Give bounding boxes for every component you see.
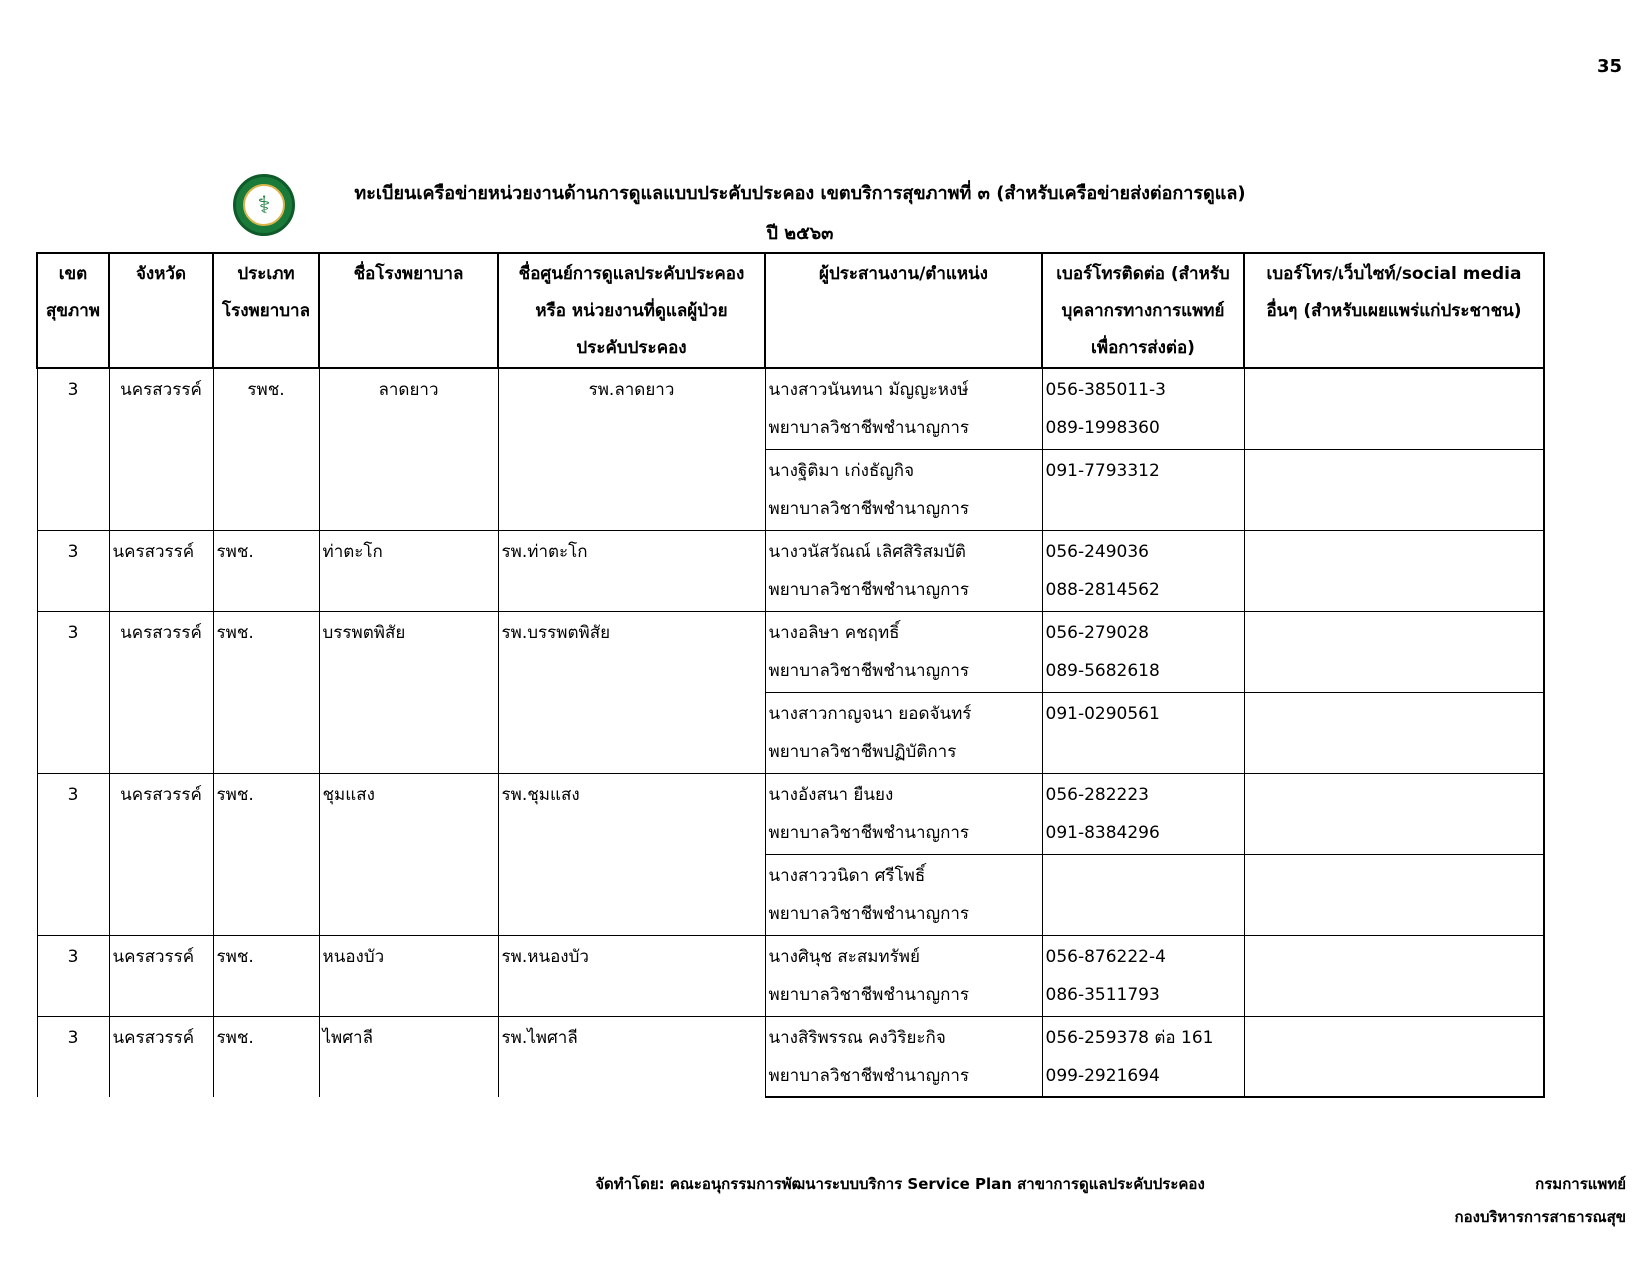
coordinator-name: นางศินุช สะสมทรัพย์ xyxy=(768,946,920,967)
footer-org-2: กองบริหารการสาธารณสุข xyxy=(1454,1208,1626,1226)
cell-phone xyxy=(1042,692,1244,773)
cell-hospital-type: รพช. xyxy=(213,530,319,611)
header-center-name: ชื่อศูนย์การดูแลประคับประคอง หรือ หน่วยงานที่ดูแลผู้ป่วย ประคับประคอง xyxy=(498,253,765,368)
cell-region: 3 xyxy=(37,611,109,773)
cell-province: นครสวรรค์ xyxy=(109,368,213,530)
footer-prepared-by: จัดทำโดย: คณะอนุกรรมการพัฒนาระบบบริการ Service Plan สาขาการดูแลประคับประคอง xyxy=(595,1175,1205,1193)
cell-coordinator xyxy=(765,1016,1042,1097)
coordinator-position: พยาบาลวิชาชีพชำนาญการ xyxy=(768,579,970,600)
cell-coordinator xyxy=(765,692,1042,773)
cell-province: นครสวรรค์ xyxy=(109,530,213,611)
phone-primary: 056-385011-3 xyxy=(1045,380,1166,400)
cell-phone xyxy=(1042,611,1244,692)
cell-center-name: รพ.ลาดยาว xyxy=(498,368,765,530)
table-row xyxy=(37,530,1544,611)
cell-phone xyxy=(1042,530,1244,611)
coordinator-position: พยาบาลวิชาชีพชำนาญการ xyxy=(768,660,970,681)
phone-secondary: 091-8384296 xyxy=(1045,822,1160,843)
coordinator-name: นางฐิติมา เก่งธัญกิจ xyxy=(768,460,915,481)
header-hospital-name: ชื่อโรงพยาบาล xyxy=(319,253,498,368)
footer-org-1: กรมการแพทย์ xyxy=(1535,1175,1626,1193)
cell-hospital-name: บรรพตพิสัย xyxy=(319,611,498,773)
phone-secondary: 089-1998360 xyxy=(1045,418,1160,438)
header-province: จังหวัด xyxy=(109,253,213,368)
cell-hospital-name: ลาดยาว xyxy=(319,368,498,530)
table-body xyxy=(37,368,1544,1097)
ministry-seal-logo xyxy=(233,174,295,236)
cell-province: นครสวรรค์ xyxy=(109,1016,213,1097)
cell-center-name: รพ.ไพศาลี xyxy=(498,1016,765,1097)
cell-phone xyxy=(1042,773,1244,854)
table-row xyxy=(37,611,1544,692)
cell-phone xyxy=(1042,449,1244,530)
header-hospital-type: ประเภท โรงพยาบาล xyxy=(213,253,319,368)
header-region: เขต สุขภาพ xyxy=(37,253,109,368)
cell-region: 3 xyxy=(37,935,109,1016)
phone-primary: 056-259378 ต่อ 161 xyxy=(1045,1027,1214,1048)
registry-table xyxy=(36,252,1545,1098)
phone-primary: 056-876222-4 xyxy=(1045,946,1166,967)
cell-region: 3 xyxy=(37,773,109,935)
coordinator-name: นางอังสนา ยืนยง xyxy=(768,784,894,805)
phone-primary: 056-249036 xyxy=(1045,541,1149,562)
coordinator-position: พยาบาลวิชาชีพชำนาญการ xyxy=(768,822,970,843)
cell-hospital-type: รพช. xyxy=(213,368,319,530)
cell-coordinator xyxy=(765,773,1042,854)
coordinator-name: นางสาวกาญจนา ยอดจันทร์ xyxy=(768,703,972,724)
table-row xyxy=(37,1016,1544,1097)
registry-table-wrapper xyxy=(36,252,1545,1098)
cell-region: 3 xyxy=(37,368,109,530)
cell-province: นครสวรรค์ xyxy=(109,611,213,773)
cell-hospital-type: รพช. xyxy=(213,1016,319,1097)
caduceus-icon: ⚕ xyxy=(243,184,285,226)
cell-phone xyxy=(1042,935,1244,1016)
cell-hospital-name: หนองบัว xyxy=(319,935,498,1016)
header-phone: เบอร์โทรติดต่อ (สำหรับ บุคลากรทางการแพทย์ เพื่อการส่งต่อ) xyxy=(1042,253,1244,368)
cell-center-name: รพ.หนองบัว xyxy=(498,935,765,1016)
cell-province: นครสวรรค์ xyxy=(109,773,213,935)
cell-coordinator xyxy=(765,530,1042,611)
cell-phone xyxy=(1042,1016,1244,1097)
coordinator-position: พยาบาลวิชาชีพชำนาญการ xyxy=(768,498,970,519)
cell-social-media xyxy=(1244,854,1544,935)
phone-secondary: 099-2921694 xyxy=(1045,1065,1160,1086)
cell-phone xyxy=(1042,854,1244,935)
coordinator-position: พยาบาลวิชาชีพชำนาญการ xyxy=(768,418,970,438)
cell-hospital-type: รพช. xyxy=(213,773,319,935)
cell-social-media xyxy=(1244,692,1544,773)
coordinator-name: นางสิริพรรณ คงวิริยะกิจ xyxy=(768,1027,946,1048)
coordinator-position: พยาบาลวิชาชีพชำนาญการ xyxy=(768,1065,970,1086)
cell-hospital-type: รพช. xyxy=(213,935,319,1016)
cell-region: 3 xyxy=(37,530,109,611)
cell-region: 3 xyxy=(37,1016,109,1097)
cell-social-media xyxy=(1244,449,1544,530)
phone-secondary: 088-2814562 xyxy=(1045,579,1160,600)
page-number: 35 xyxy=(1596,56,1622,77)
cell-coordinator xyxy=(765,449,1042,530)
cell-social-media xyxy=(1244,611,1544,692)
cell-hospital-name: ไพศาลี xyxy=(319,1016,498,1097)
cell-social-media xyxy=(1244,935,1544,1016)
phone-secondary: 089-5682618 xyxy=(1045,660,1160,681)
phone-primary: 091-0290561 xyxy=(1045,703,1160,724)
document-year: ปี ๒๕๖๓ xyxy=(766,223,834,244)
cell-social-media xyxy=(1244,530,1544,611)
cell-hospital-type: รพช. xyxy=(213,611,319,773)
cell-social-media xyxy=(1244,773,1544,854)
cell-province: นครสวรรค์ xyxy=(109,935,213,1016)
coordinator-name: นางสาววนิดา ศรีโพธิ์ xyxy=(768,865,926,886)
phone-primary: 056-279028 xyxy=(1045,622,1149,643)
coordinator-position: พยาบาลวิชาชีพชำนาญการ xyxy=(768,984,970,1005)
document-title: ทะเบียนเครือข่ายหน่วยงานด้านการดูแลแบบประคับประคอง เขตบริการสุขภาพที่ ๓ (สำหรับเครือข่ายส่งต่อการดูแล) xyxy=(354,183,1246,204)
coordinator-name: นางวนัสวัณณ์ เลิศสิริสมบัติ xyxy=(768,541,966,562)
phone-secondary: 086-3511793 xyxy=(1045,984,1160,1005)
cell-hospital-name: ชุมแสง xyxy=(319,773,498,935)
cell-social-media xyxy=(1244,1016,1544,1097)
cell-coordinator xyxy=(765,611,1042,692)
cell-hospital-name: ท่าตะโก xyxy=(319,530,498,611)
phone-primary: 091-7793312 xyxy=(1045,460,1160,481)
cell-center-name: รพ.ท่าตะโก xyxy=(498,530,765,611)
coordinator-name: นางอลิษา คชฤทธิ์ xyxy=(768,622,900,643)
table-row xyxy=(37,773,1544,854)
coordinator-name: นางสาวนันทนา มัญญะหงษ์ xyxy=(768,380,969,400)
cell-coordinator xyxy=(765,854,1042,935)
cell-coordinator xyxy=(765,368,1042,449)
phone-primary: 056-282223 xyxy=(1045,784,1149,805)
cell-coordinator xyxy=(765,935,1042,1016)
header-social-media: เบอร์โทร/เว็บไซท์/social media อื่นๆ (สำหรับเผยแพร่แก่ประชาชน) xyxy=(1244,253,1544,368)
coordinator-position: พยาบาลวิชาชีพปฏิบัติการ xyxy=(768,741,957,762)
cell-center-name: รพ.บรรพตพิสัย xyxy=(498,611,765,773)
coordinator-position: พยาบาลวิชาชีพชำนาญการ xyxy=(768,903,970,924)
table-header-row xyxy=(37,253,1544,368)
table-row xyxy=(37,368,1544,449)
table-row xyxy=(37,935,1544,1016)
header-coordinator: ผู้ประสานงาน/ตำแหน่ง xyxy=(765,253,1042,368)
cell-phone xyxy=(1042,368,1244,449)
cell-social-media xyxy=(1244,368,1544,449)
cell-center-name: รพ.ชุมแสง xyxy=(498,773,765,935)
